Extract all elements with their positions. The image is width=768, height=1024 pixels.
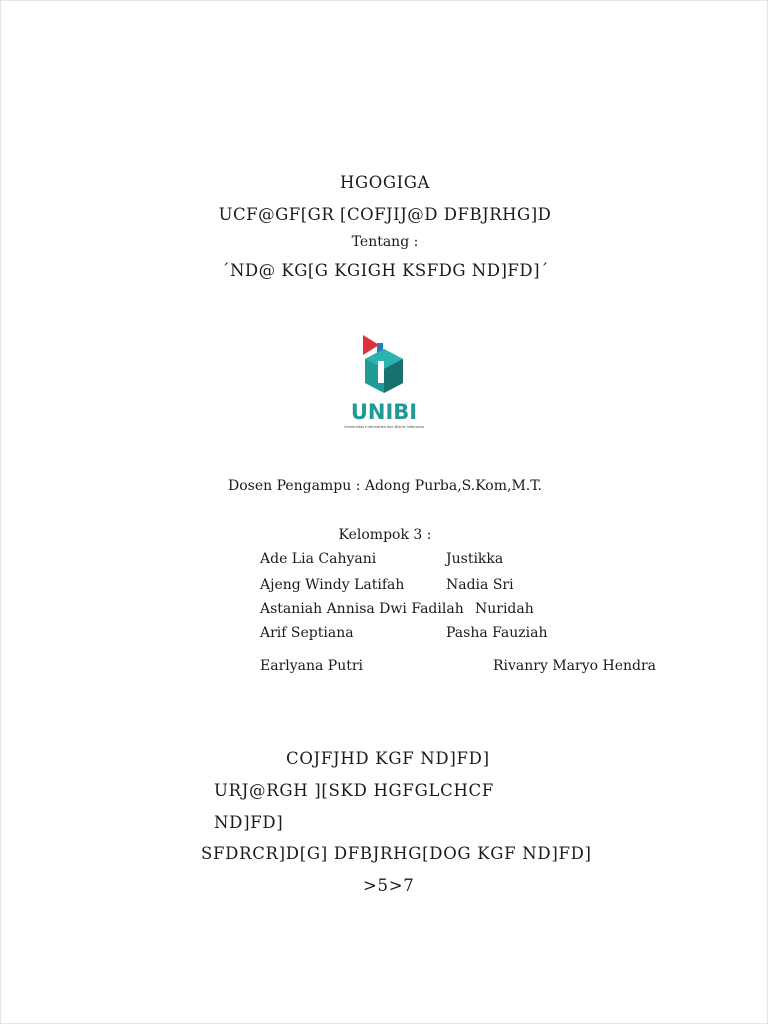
footer-line-2: URJ@RGH ][SKD HGFGLCHCF xyxy=(214,781,495,800)
footer-line-1: COJFJHD KGF ND]FD] xyxy=(286,749,490,768)
logo-white-stroke xyxy=(378,361,384,383)
cover-title: HGOGIGA xyxy=(339,173,431,192)
logo-tagline: Universitas Informatika dan Bisnis Indonesia xyxy=(344,425,424,429)
member-right-1: Justikka xyxy=(446,551,504,567)
unibi-logo-graphic xyxy=(341,323,435,439)
member-right-5: Rivanry Maryo Hendra xyxy=(493,658,657,674)
member-left-5: Earlyana Putri xyxy=(260,658,364,674)
unibi-logo xyxy=(341,323,435,439)
cover-topic: ´ND@ KG[G KGIGH KSFDG ND]FD]´ xyxy=(221,261,549,280)
footer-line-4: SFDRCR]D[G] DFBJRHG[DOG KGF ND]FD] xyxy=(201,844,592,863)
kelompok-label: Kelompok 3 : xyxy=(338,527,432,543)
dosen-pengampu: Dosen Pengampu : Adong Purba,S.Kom,M.T. xyxy=(228,478,542,494)
member-right-2: Nadia Sri xyxy=(446,577,514,593)
logo-wordmark: UNIBI xyxy=(350,400,418,424)
member-right-4: Pasha Fauziah xyxy=(446,625,548,641)
tentang-label: Tentang : xyxy=(351,234,419,250)
logo-red-flag xyxy=(363,335,379,355)
member-right-3: Nuridah xyxy=(475,601,534,617)
member-left-4: Arif Septiana xyxy=(260,625,354,641)
member-left-3: Astaniah Annisa Dwi Fadilah xyxy=(260,601,464,617)
member-left-2: Ajeng Windy Latifah xyxy=(260,577,405,593)
footer-line-3: ND]FD] xyxy=(214,813,284,832)
footer-line-5: >5>7 xyxy=(363,876,415,895)
cover-subtitle: UCF@GF[GR [COFJIJ@D DFBJRHG]D xyxy=(218,205,552,224)
member-left-1: Ade Lia Cahyani xyxy=(260,551,377,567)
